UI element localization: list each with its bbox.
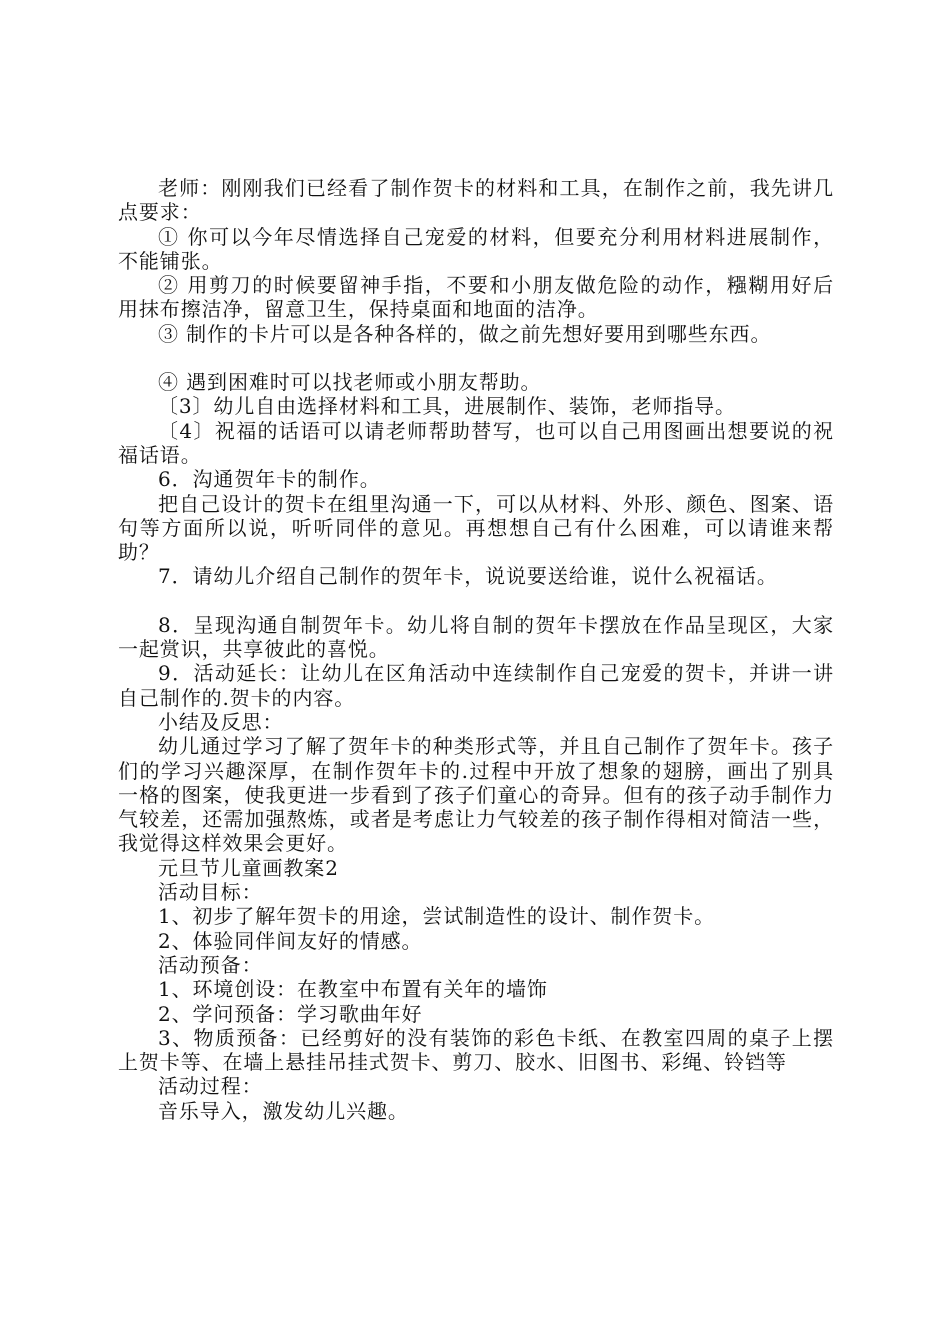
paragraph: ② 用剪刀的时候要留神手指，不要和小朋友做危险的动作，糨糊用好后用抹布擦洁净，留意卫生，保持桌面和地面的洁净。 [118,273,834,322]
paragraph: 〔4〕祝福的话语可以请老师帮助替写，也可以自己用图画出想要说的祝福话语。 [118,418,834,467]
paragraph: 幼儿通过学习了解了贺年卡的种类形式等，并且自己制作了贺年卡。孩子们的学习兴趣深厚，在制作贺年卡的.过程中开放了想象的翅膀，画出了别具一格的图案，使我更进一步看到了孩子们童心的奇异。但有的孩子动手制作力气较差，还需加强熬炼，或者是考虑让力气较差的孩子制作得相对简洁一些，我觉得这样效果会更好。 [118,734,834,856]
paragraph: 2、体验同伴间友好的情感。 [158,928,423,953]
paragraph: 活动过程： [158,1074,263,1099]
paragraph: 1、初步了解年贺卡的用途，尝试制造性的设计、制作贺卡。 [158,904,716,929]
paragraph: 3、物质预备：已经剪好的没有装饰的彩色卡纸、在教室四周的桌子上摆上贺卡等、在墙上悬挂吊挂式贺卡、剪刀、胶水、旧图书、彩绳、铃铛等 [118,1025,834,1075]
paragraph: 1、环境创设：在教室中布置有关年的墙饰 [158,977,548,1002]
paragraph: ① 你可以今年尽情选择自己宠爱的材料，但要充分利用材料进展制作，不能铺张。 [118,224,834,273]
document-body [118,176,834,1123]
paragraph: ③ 制作的卡片可以是各种各样的，做之前先想好要用到哪些东西。 [158,321,772,346]
paragraph: 把自己设计的贺卡在组里沟通一下，可以从材料、外形、颜色、图案、语句等方面所以说，听听同伴的意见。再想想自己有什么困难，可以请谁来帮助？ [118,491,834,565]
paragraph: 7．请幼儿介绍自己制作的贺年卡，说说要送给谁，说什么祝福话。 [158,564,778,589]
paragraph: 音乐导入，激发幼儿兴趣。 [158,1098,409,1123]
paragraph: 8．呈现沟通自制贺年卡。幼儿将自制的贺年卡摆放在作品呈现区，大家一起赏识，共享彼此的喜悦。 [118,612,834,662]
paragraph: 活动预备： [158,952,263,977]
paragraph: 老师：刚刚我们已经看了制作贺卡的材料和工具，在制作之前，我先讲几点要求： [118,176,834,225]
paragraph: 〔3〕幼儿自由选择材料和工具，进展制作、装饰，老师指导。 [158,394,736,419]
paragraph: 6．沟通贺年卡的制作。 [158,467,381,492]
paragraph: 小结及反思： [158,709,284,734]
section-heading: 元旦节儿童画教案2 [158,855,339,880]
paragraph: 2、学问预备：学习歌曲年好 [158,1001,423,1026]
paragraph: 9．活动延长：让幼儿在区角活动中连续制作自己宠爱的贺卡，并讲一讲自己制作的.贺卡的内容。 [118,661,834,710]
paragraph: ④ 遇到困难时可以找老师或小朋友帮助。 [158,370,542,395]
paragraph: 活动目标： [158,880,263,905]
